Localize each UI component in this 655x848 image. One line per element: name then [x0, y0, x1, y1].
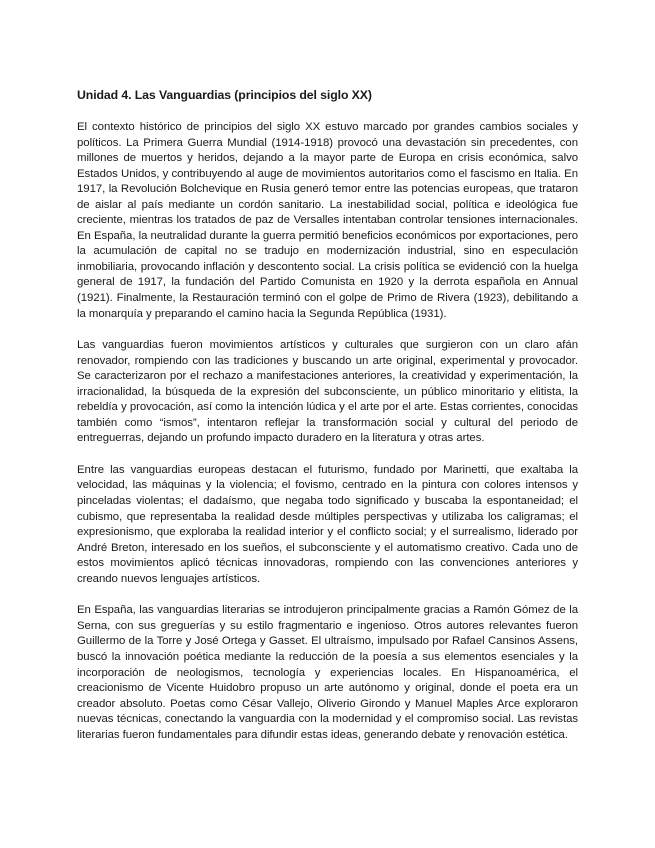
paragraph-vanguard-definition: Las vanguardias fueron movimientos artísticos y culturales que surgieron con un claro afán renovador, rompiendo con las tradiciones y buscando un arte original, experimental y provocador. Se caracterizaron por el rechazo a manifestaciones anteriores, la creatividad y experimentación, la irracionalidad, la búsqueda de la expresión del subconsciente, un público minoritario y elitista, la rebeldía y provocación, así como la intención lúdica y el arte por el arte. Estas corrientes, conocidas también como “ismos”, intentaron reflejar la transformación social y cultural del periodo de entreguerras, dejando un profundo impacto duradero en la literatura y otras artes.	[77, 339, 578, 445]
document-title: Unidad 4. Las Vanguardias (principios del siglo XX)	[77, 88, 372, 102]
document-body	[77, 87, 578, 759]
paragraph-spanish-vanguards: En España, las vanguardias literarias se introdujeron principalmente gracias a Ramón Gómez de la Serna, con sus greguerías y su estilo fragmentario e ingenioso. Otros autores relevantes fueron Guillermo de la Torre y José Ortega y Gasset. El ultraísmo, impulsado por Rafael Cansinos Assens, buscó la innovación poética mediante la reducción de la poesía a sus elementos esenciales y la incorporación de neologismos, tecnología y experiencias locales. En Hispanoamérica, el creacionismo de Vicente Huidobro propuso un arte autónomo y original, donde el poeta era un creador absoluto. Poetas como César Vallejo, Oliverio Girondo y Manuel Maples Arce exploraron nuevas técnicas, conectando la vanguardia con la modernidad y el compromiso social. Las revistas literarias fueron fundamentales para difundir estas ideas, generando debate y renovación estética.	[77, 604, 578, 741]
paragraph-european-vanguards: Entre las vanguardias europeas destacan el futurismo, fundado por Marinetti, que exaltaba la velocidad, las máquinas y la violencia; el fovismo, centrado en la pintura con colores intensos y pinceladas violentas; el dadaísmo, que negaba todo significado y buscaba la espontaneidad; el cubismo, que representaba la realidad desde múltiples perspectivas y utilizaba los caligramas; el expresionismo, que exploraba la realidad interior y el conflicto social; y el surrealismo, liderado por André Breton, interesado en los sueños, el subconsciente y el automatismo creativo. Cada uno de estos movimientos aplicó técnicas innovadoras, rompiendo con las convenciones anteriores y creando nuevos lenguajes artísticos.	[77, 463, 578, 585]
paragraph-historical-context: El contexto histórico de principios del siglo XX estuvo marcado por grandes cambios sociales y políticos. La Primera Guerra Mundial (1914-1918) provocó una devastación sin precedentes, con millones de muertos y heridos, dejando a la mayor parte de Europa en crisis económica, salvo Estados Unidos, y contribuyendo al auge de movimientos autoritarios como el fascismo en Italia. En 1917, la Revolución Bolchevique en Rusia generó temor entre las potencias europeas, que trataron de aislar al país mediante un cordón sanitario. La inestabilidad social, política e ideológica fue creciente, mientras los tratados de paz de Versalles intentaban controlar tensiones internacionales. En España, la neutralidad durante la guerra permitió beneficios económicos por exportaciones, pero la acumulación de capital no se tradujo en modernización industrial, sino en especulación inmobiliaria, provocando inflación y descontento social. La crisis política se evidenció con la huelga general de 1917, la fundación del Partido Comunista en 1920 y la derrota española en Annual (1921). Finalmente, la Restauración terminó con el golpe de Primo de Rivera (1923), debilitando a la monarquía y preparando el camino hacia la Segunda República (1931).	[77, 121, 578, 320]
